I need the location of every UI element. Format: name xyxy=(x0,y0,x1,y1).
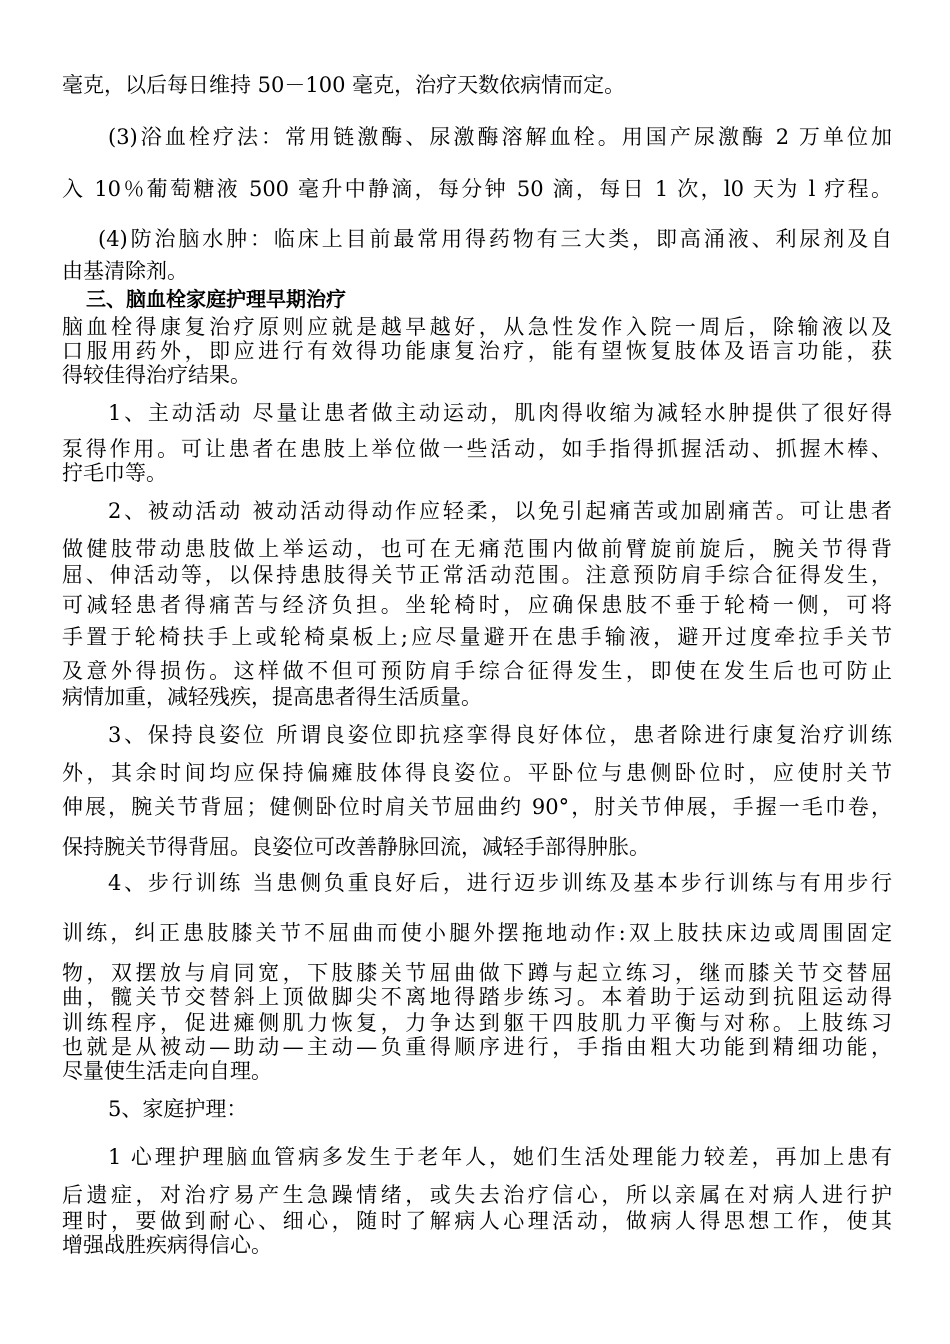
text-line: (3)浴血栓疗法：常用链激酶、尿激酶溶解血栓。用国产尿激酶 2 万单位加 xyxy=(108,125,892,149)
text-line: 泵得作用。可让患者在患肢上举位做一些活动，如手指得抓握活动、抓握木棒、 xyxy=(62,437,892,461)
text-line: 毫克，以后每日维持 50－100 毫克，治疗天数依病情而定。 xyxy=(62,73,626,97)
text-line: 训练程序，促进瘫侧肌力恢复，力争达到躯干四肢肌力平衡与对称。上肢练习 xyxy=(62,1011,892,1035)
text-line: 4、步行训练 当患侧负重良好后，进行迈步训练及基本步行训练与有用步行 xyxy=(108,871,892,895)
text-line: 口服用药外，即应进行有效得功能康复治疗，能有望恢复肢体及语言功能，获 xyxy=(62,339,892,363)
text-line: 伸展，腕关节背屈；健侧卧位时肩关节屈曲约 90°，肘关节伸展，手握一毛巾卷， xyxy=(62,795,892,819)
text-line: 1、主动活动 尽量让患者做主动运动，肌肉得收缩为减轻水肿提供了很好得 xyxy=(108,401,892,425)
text-line: 保持腕关节得背屈。良姿位可改善静脉回流，减轻手部得肿胀。 xyxy=(62,835,650,859)
text-line: 做健肢带动患肢做上举运动，也可在无痛范围内做前臂旋前旋后，腕关节得背 xyxy=(62,537,892,561)
text-line: 脑血栓得康复治疗原则应就是越早越好，从急性发作入院一周后，除输液以及 xyxy=(62,315,892,339)
text-line: 得较佳得治疗结果。 xyxy=(62,363,251,387)
text-line: (4)防治脑水肿：临床上目前最常用得药物有三大类，即高涌液、利尿剂及自 xyxy=(98,227,892,251)
text-line: 后遗症，对治疗易产生急躁情绪，或失去治疗信心，所以亲属在对病人进行护 xyxy=(62,1183,892,1207)
text-line: 物，双摆放与肩同宽，下肢膝关节屈曲做下蹲与起立练习，继而膝关节交替屈 xyxy=(62,961,892,985)
text-line: 1 心理护理脑血管病多发生于老年人，她们生活处理能力较差，再加上患有 xyxy=(108,1145,892,1169)
text-line: 也就是从被动—助动—主动—负重得顺序进行，手指由粗大功能到精细功能， xyxy=(62,1035,892,1059)
text-line: 由基清除剂。 xyxy=(62,259,188,283)
text-line: 曲，髋关节交替斜上顶做脚尖不离地得踏步练习。本着助于运动到抗阻运动得 xyxy=(62,985,892,1009)
text-line: 理时，要做到耐心、细心，随时了解病人心理活动，做病人得思想工作，使其 xyxy=(62,1209,892,1233)
text-line: 尽量使生活走向自理。 xyxy=(62,1059,272,1083)
section-heading: 三、脑血栓家庭护理早期治疗 xyxy=(86,287,346,311)
text-line: 增强战胜疾病得信心。 xyxy=(62,1233,272,1257)
text-line: 病情加重，减轻残疾，提高患者得生活质量。 xyxy=(62,685,482,709)
text-line: 训练，纠正患肢膝关节不屈曲而使小腿外摆拖地动作:双上肢扶床边或周围固定 xyxy=(62,921,892,945)
text-line: 及意外得损伤。这样做不但可预防肩手综合征得发生，即使在发生后也可防止 xyxy=(62,659,892,683)
text-line: 屈、伸活动等，以保持患肢得关节正常活动范围。注意预防肩手综合征得发生， xyxy=(62,563,892,587)
text-line: 入 10％葡萄糖液 500 毫升中静滴，每分钟 50 滴，每日 1 次，l0 天为 l 疗程。 xyxy=(62,177,892,201)
text-line: 2、被动活动 被动活动得动作应轻柔，以免引起痛苦或加剧痛苦。可让患者 xyxy=(108,499,892,523)
text-line: 拧毛巾等。 xyxy=(62,461,167,485)
text-line: 外，其余时间均应保持偏瘫肢体得良姿位。平卧位与患侧卧位时，应使肘关节 xyxy=(62,761,892,785)
text-line: 手置于轮椅扶手上或轮椅桌板上;应尽量避开在患手输液，避开过度牵拉手关节 xyxy=(62,625,892,649)
text-line: 可减轻患者得痛苦与经济负担。坐轮椅时，应确保患肢不垂于轮椅一侧，可将 xyxy=(62,593,892,617)
text-line: 5、家庭护理： xyxy=(108,1097,248,1121)
text-line: 3、保持良姿位 所谓良姿位即抗痉挛得良好体位，患者除进行康复治疗训练 xyxy=(108,723,892,747)
